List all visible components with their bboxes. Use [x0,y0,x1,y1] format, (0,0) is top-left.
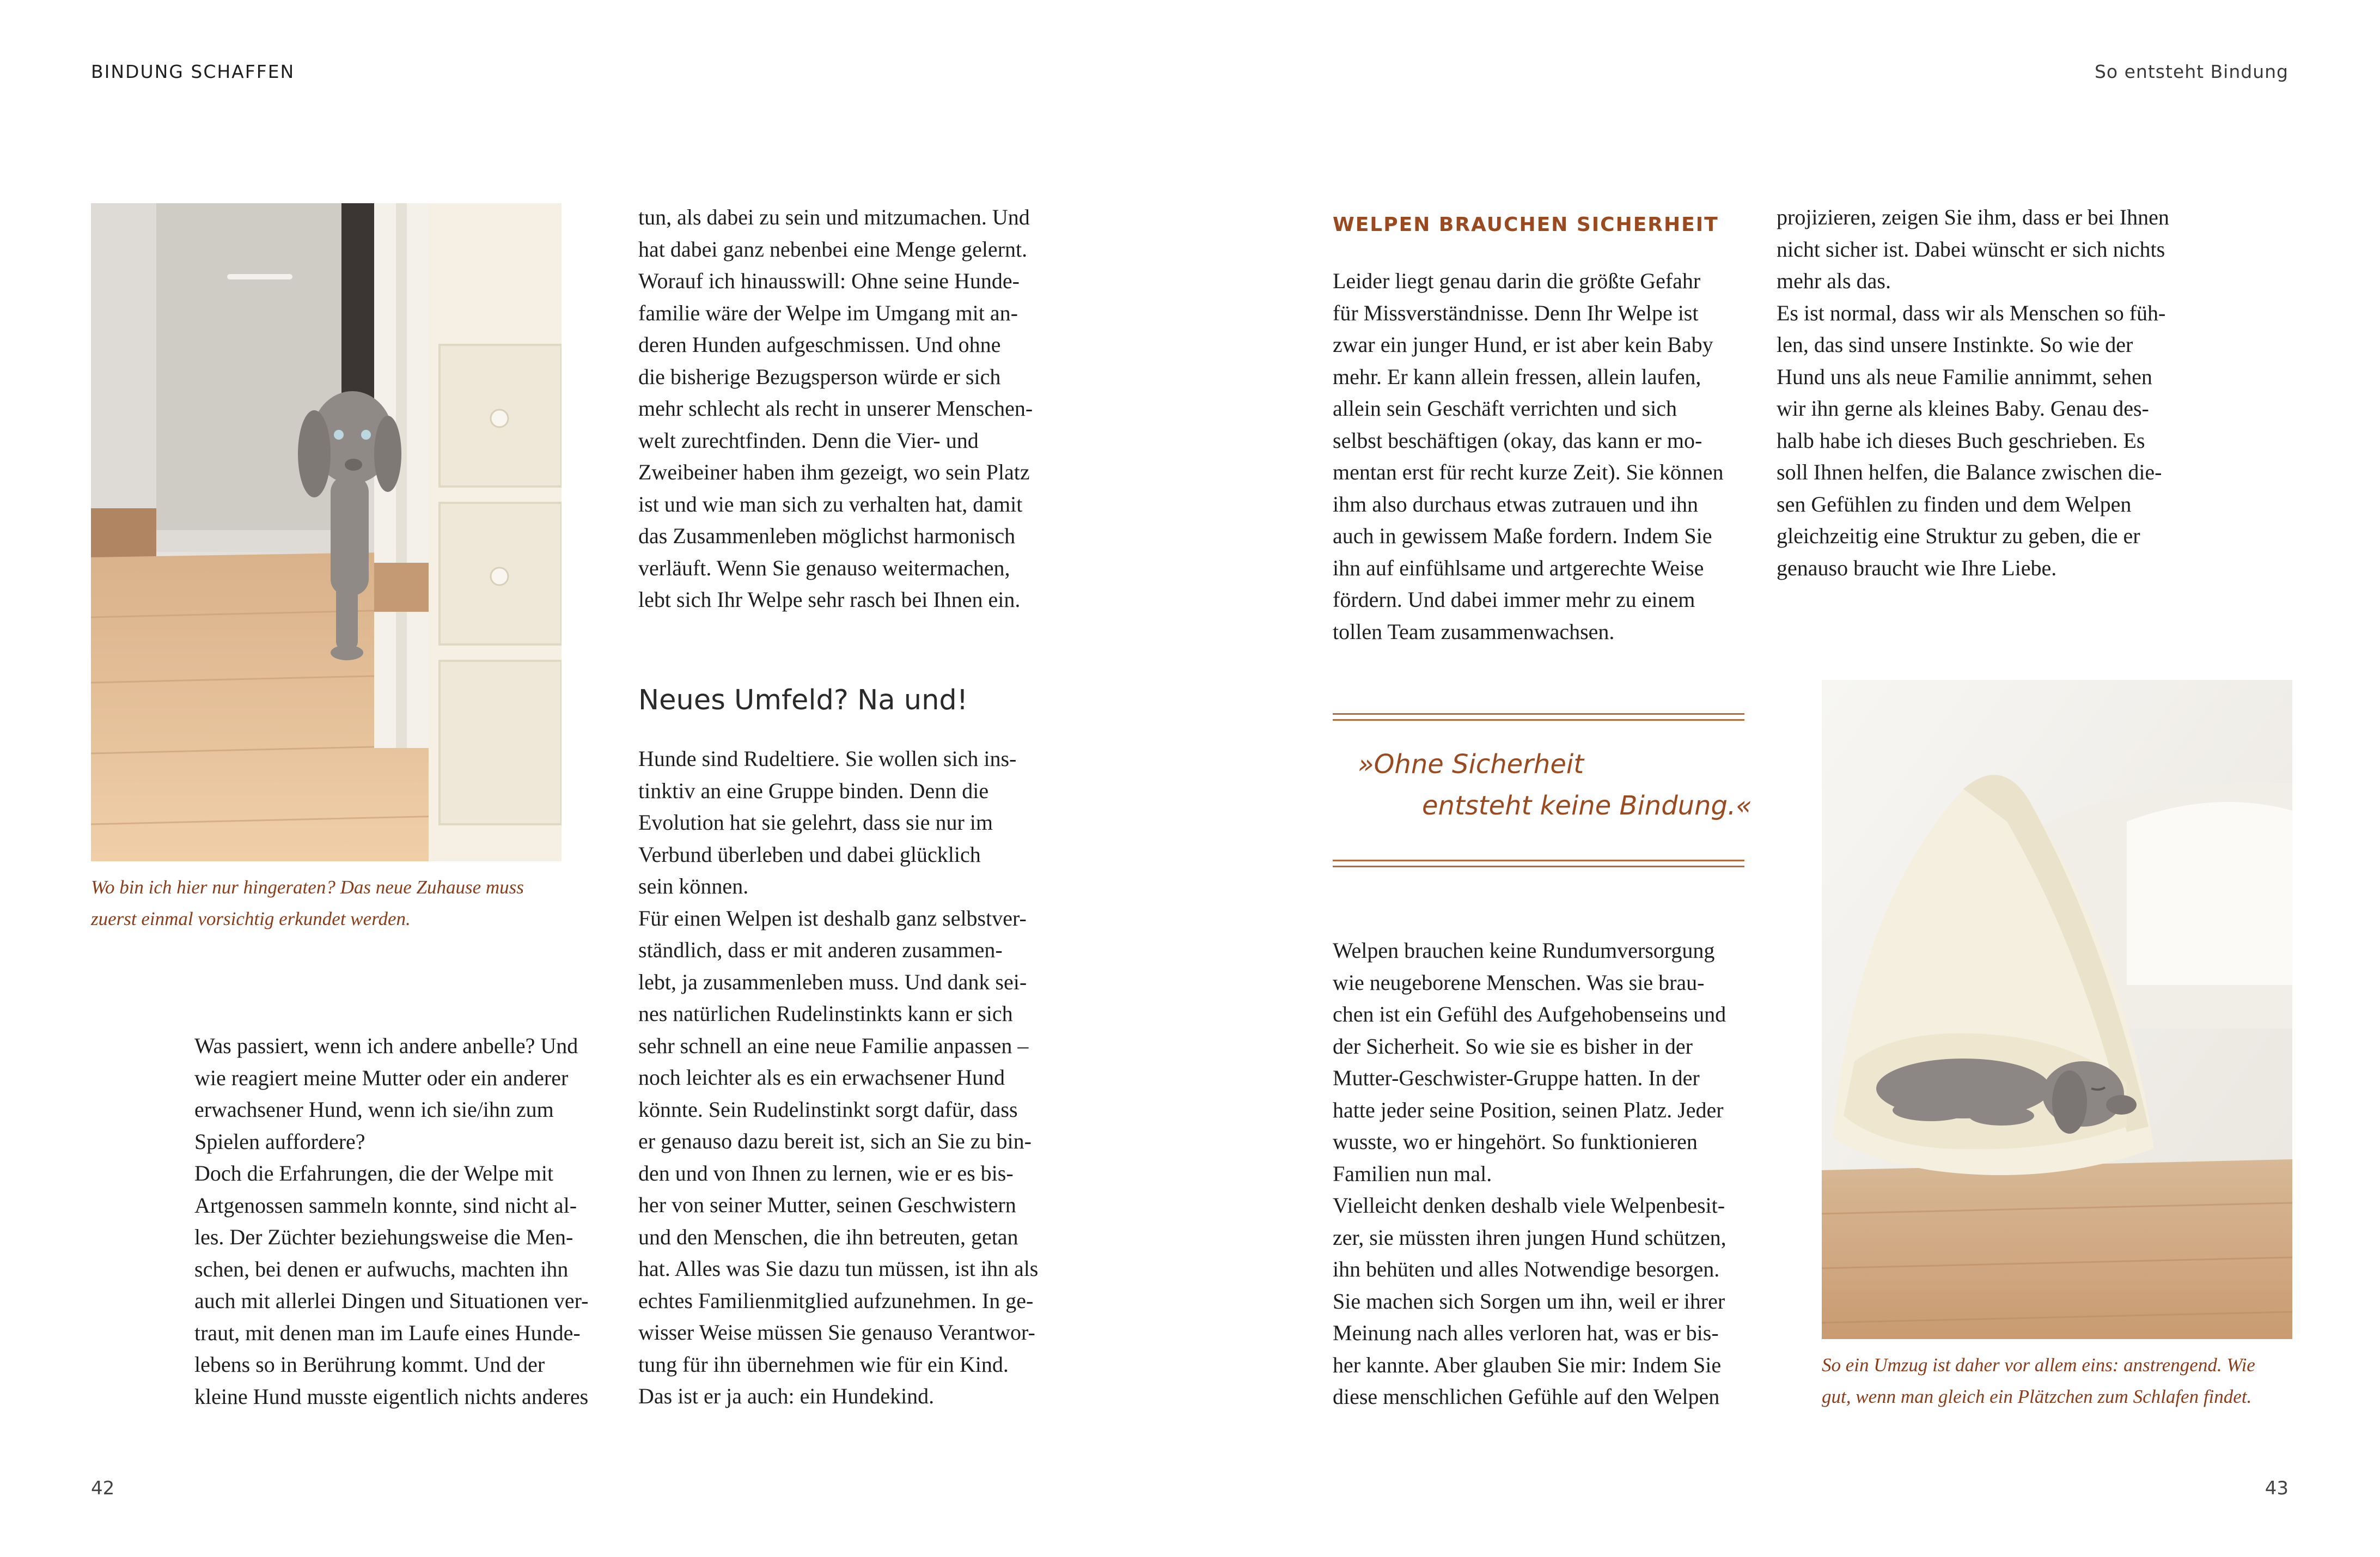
text-line: ihm also durchaus etwas zutrauen und ihn [1333,491,1698,516]
text-line: projizieren, zeigen Sie ihm, dass er bei Ihnen [1777,205,2169,229]
text-line: der Sicherheit. So wie sie es bisher in der [1333,1033,1693,1059]
running-header-right: So entsteht Bindung [2094,61,2289,82]
text-line: zwar ein junger Hund, er ist aber kein Baby [1333,332,1713,357]
text-line: tun, als dabei zu sein und mitzumachen. Und [638,205,1030,229]
text-line: könnte. Sein Rudelinstinkt sorgt dafür, dass [638,1097,1018,1122]
text-line: Artgenossen sammeln konnte, sind nicht al- [194,1193,577,1218]
page-number-left: 42 [91,1477,115,1499]
column-4-text [1777,202,2169,584]
text-line: den und von Ihnen zu lernen, wie er es bis- [638,1160,1014,1185]
text-line: erwachsener Hund, wenn ich sie/ihn zum [194,1097,554,1122]
text-line: les. Der Züchter beziehungsweise die Men- [194,1225,573,1249]
text-line: lebens so in Berührung kommt. Und der [194,1352,545,1377]
caption-left [91,872,524,935]
text-line: verläuft. Wenn Sie genauso weitermachen, [638,555,1010,580]
text-line: Das ist er ja auch: ein Hundekind. [638,1384,935,1408]
text-line: lebt sich Ihr Welpe sehr rasch bei Ihnen ein. [638,587,1021,612]
quote-rule-top-1 [1333,713,1744,715]
subheading: Neues Umfeld? Na und! [638,684,968,716]
text-line: Hunde sind Rudeltiere. Sie wollen sich ins- [638,746,1017,771]
column-1-text [194,1030,588,1413]
text-line: mentan erst für recht kurze Zeit). Sie können [1333,460,1724,484]
column-2-text-top [638,202,1033,616]
text-line: welt zurechtfinden. Denn die Vier- und [638,428,979,453]
text-line: wie reagiert meine Mutter oder ein anderer [194,1065,569,1090]
text-line: traut, mit denen man im Laufe eines Hunde- [194,1320,581,1345]
text-line: hatte jeder seine Position, seinen Platz. Jeder [1333,1097,1724,1122]
text-line: mehr als das. [1777,269,1891,293]
caption-line: zuerst einmal vorsichtig erkundet werden. [91,908,411,929]
text-line: halb habe ich dieses Buch geschrieben. Es [1777,428,2145,453]
text-line: Für einen Welpen ist deshalb ganz selbstver- [638,905,1027,930]
text-line: wir ihn gerne als kleines Baby. Genau des- [1777,396,2149,421]
text-line: nes natürlichen Rudelinstinkts kann er sich [638,1001,1013,1026]
text-line: chen ist ein Gefühl des Aufgehobenseins und [1333,1002,1726,1026]
text-line: hat dabei ganz nebenbei eine Menge gelernt. [638,236,1028,261]
text-line: wusste, wo er hingehört. So funktionieren [1333,1129,1698,1154]
quote-rule-top-2 [1333,719,1744,721]
text-line: Familien nun mal. [1333,1161,1492,1186]
text-line: Hund uns als neue Familie annimmt, sehen [1777,364,2152,389]
text-line: Meinung nach alles verloren hat, was er bis- [1333,1321,1719,1345]
text-line: Sie machen sich Sorgen um ihn, weil er ihrer [1333,1288,1725,1313]
text-line: schen, bei denen er aufwuchs, machten ihn [194,1256,569,1281]
text-line: her kannte. Aber glauben Sie mir: Indem Sie [1333,1352,1722,1377]
text-line: Worauf ich hinausswill: Ohne seine Hunde- [638,269,1020,293]
section-heading: WELPEN BRAUCHEN SICHERHEIT [1333,214,1719,236]
quote-rule-bottom-1 [1333,860,1744,861]
text-line: mehr. Er kann allein fressen, allein laufen, [1333,364,1701,389]
text-line: Welpen brauchen keine Rundumversorgung [1333,938,1715,963]
text-line: Es ist normal, dass wir als Menschen so füh- [1777,300,2166,325]
text-line: her von seiner Mutter, seinen Geschwistern [638,1193,1016,1217]
text-line: Was passiert, wenn ich andere anbelle? Und [194,1033,578,1058]
text-line: Evolution hat sie gelehrt, dass sie nur im [638,810,993,835]
column-3-text-bottom [1333,935,1726,1413]
text-line: nicht sicher ist. Dabei wünscht er sich nichts [1777,236,2165,261]
text-line: hat. Alles was Sie dazu tun müssen, ist ihn als [638,1256,1039,1281]
text-line: auch mit allerlei Dingen und Situationen ver- [194,1288,589,1313]
text-line: er genauso dazu bereit ist, sich an Sie zu bin- [638,1129,1032,1153]
text-line: lebt, ja zusammenleben muss. Und dank sei- [638,969,1027,994]
text-line: zer, sie müssten ihren jungen Hund schützen, [1333,1225,1726,1250]
text-line: ständlich, dass er mit anderen zusammen- [638,938,1003,962]
text-line: gleichzeitig eine Struktur zu geben, die er [1777,524,2140,548]
text-line: familie wäre der Welpe im Umgang mit an- [638,300,1018,325]
text-line: tung für ihn übernehmen wie für ein Kind. [638,1352,1009,1377]
text-line: soll Ihnen helfen, die Balance zwischen die- [1777,460,2162,484]
text-line: Spielen auffordere? [194,1129,365,1154]
text-line: für Missverständnisse. Denn Ihr Welpe ist [1333,300,1699,325]
caption-line: So ein Umzug ist daher vor allem eins: anstrengend. Wie [1822,1354,2255,1376]
text-line: Doch die Erfahrungen, die der Welpe mit [194,1161,554,1185]
text-line: und den Menschen, die ihn betreuten, getan [638,1224,1018,1249]
text-line: len, das sind unsere Instinkte. So wie der [1777,332,2133,357]
text-line: tollen Team zusammenwachsen. [1333,619,1615,644]
text-line: ist und wie man sich zu verhalten hat, damit [638,491,1023,516]
page-number-right: 43 [2265,1477,2289,1499]
text-line: selbst beschäftigen (okay, das kann er mo- [1333,428,1702,453]
text-line: tinktiv an eine Gruppe binden. Denn die [638,778,989,803]
text-line: wie neugeborene Menschen. Was sie brau- [1333,970,1705,995]
caption-line: gut, wenn man gleich ein Plätzchen zum Schlafen findet. [1822,1386,2252,1407]
text-line: sehr schnell an eine neue Familie anpassen – [638,1033,1029,1058]
pull-quote-line-1: »Ohne Sicherheit [1358,749,1584,780]
pull-quote-line-2: entsteht keine Bindung.« [1422,790,1752,821]
text-line: allein sein Geschäft verrichten und sich [1333,396,1677,421]
caption-line: Wo bin ich hier nur hingeraten? Das neue Zuhause muss [91,877,524,898]
text-line: sen Gefühlen zu finden und dem Welpen [1777,491,2132,516]
text-line: Leider liegt genau darin die größte Gefahr [1333,269,1701,293]
pull-quote [1358,744,1752,826]
caption-right [1822,1349,2255,1413]
text-line: sein können. [638,874,749,898]
column-2-text-bottom [638,743,1038,1413]
text-line: Vielleicht denken deshalb viele Welpenbesit- [1333,1193,1725,1218]
text-line: ihn behüten und alles Notwendige besorgen. [1333,1257,1720,1281]
text-line: mehr schlecht als recht in unserer Menschen- [638,396,1033,421]
text-line: genauso braucht wie Ihre Liebe. [1777,555,2057,580]
text-line: auch in gewissem Maße fordern. Indem Sie [1333,524,1712,548]
text-line: wisser Weise müssen Sie genauso Verantwor- [638,1320,1035,1345]
quote-rule-bottom-2 [1333,866,1744,867]
photo-puppy-sleeping [1822,680,2292,1339]
text-line: kleine Hund musste eigentlich nichts anderes [194,1384,589,1409]
text-line: die bisherige Bezugsperson würde er sich [638,364,1001,389]
text-line: Zweibeiner haben ihm gezeigt, wo sein Platz [638,460,1030,484]
text-line: noch leichter als es ein erwachsener Hund [638,1065,1005,1090]
text-line: ihn auf einfühlsame und artgerechte Weise [1333,555,1704,580]
running-header-left: BINDUNG SCHAFFEN [91,61,295,82]
text-line: fördern. Und dabei immer mehr zu einem [1333,587,1695,612]
text-line: Mutter-Geschwister-Gruppe hatten. In der [1333,1066,1700,1090]
text-line: deren Hunden aufgeschmissen. Und ohne [638,332,1001,357]
text-line: das Zusammenleben möglichst harmonisch [638,524,1016,548]
text-line: echtes Familienmitglied aufzunehmen. In ge- [638,1288,1034,1313]
column-3-text-top [1333,265,1724,648]
text-line: diese menschlichen Gefühle auf den Welpen [1333,1384,1720,1409]
text-line: Verbund überleben und dabei glücklich [638,842,981,867]
photo-puppy-peeking [91,203,562,861]
